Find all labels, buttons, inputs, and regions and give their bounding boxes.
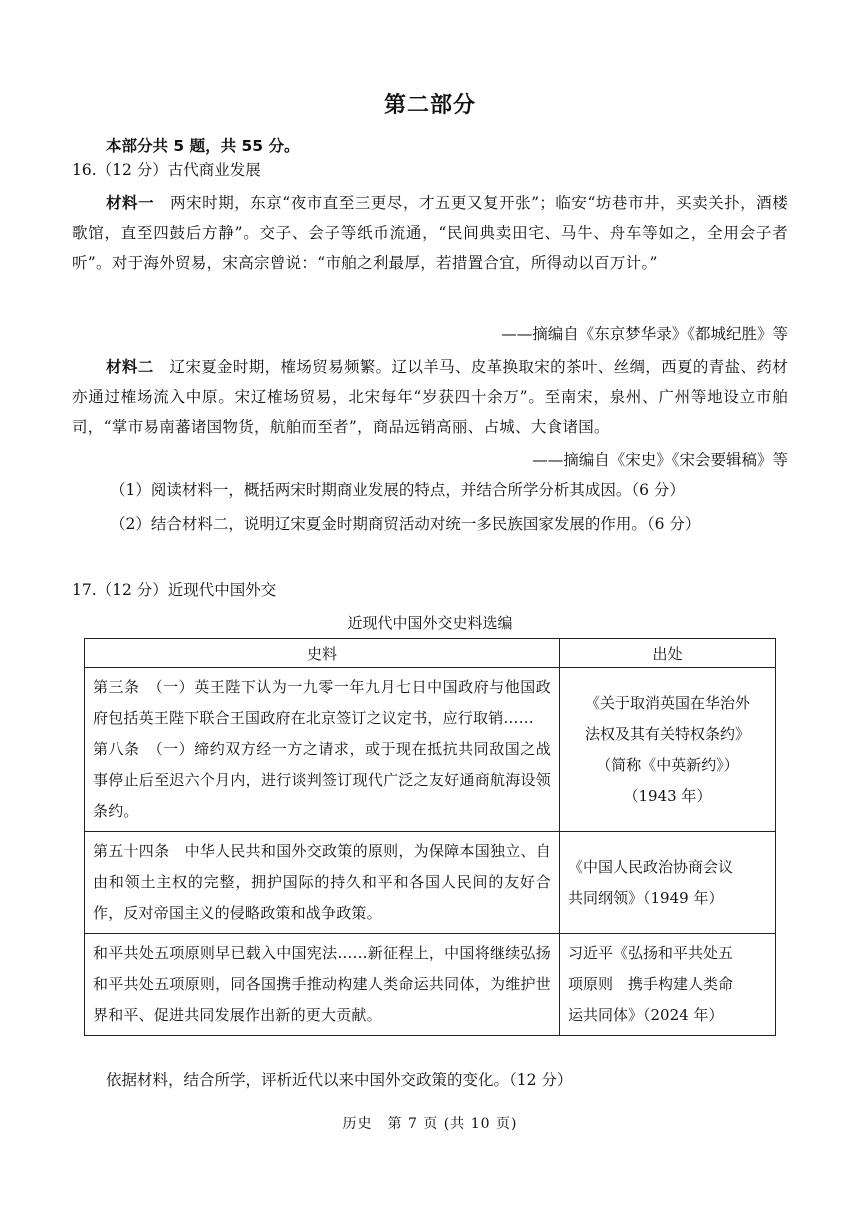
source-line: 《关于取消英国在华治外 [584, 693, 750, 712]
material-1-label: 材料一 [106, 194, 155, 212]
material-cell [85, 668, 560, 832]
article-54: 第五十四条 中华人民共和国外交政策的原则，为保障本国独立、自由和领土主权的完整，拥护国际的持久和平和各国人民间的友好合作，反对帝国主义的侵略政策和战争政策。 [93, 842, 551, 922]
q16-material-2 [72, 352, 788, 442]
material-cell [85, 832, 560, 934]
source-cell [560, 668, 776, 832]
table-header-row [85, 639, 776, 668]
source-line: 运共同体》（2024 年） [568, 1006, 724, 1024]
article-3: 第三条 （一）英王陛下认为一九零一年九月七日中国政府与他国政府包括英王陛下联合王国政府在北京签订之议定书，应行取销…… [93, 678, 551, 727]
section-intro: 本部分共 5 题，共 55 分。 [106, 137, 300, 155]
q16-subquestion-1: （1）阅读材料一，概括两宋时期商业发展的特点，并结合所学分析其成因。（6 分） [110, 481, 685, 499]
part-title: 第二部分 [383, 93, 476, 118]
page-footer: 历史 第 7 页 (共 10 页) [342, 1116, 518, 1132]
source-cell [560, 934, 776, 1036]
source-line: （1943 年） [623, 786, 712, 805]
q17-heading: 17.（12 分）近现代中国外交 [72, 581, 277, 599]
source-line: 法权及其有关特权条约》 [584, 724, 750, 743]
material-2-label: 材料二 [106, 358, 154, 376]
table-row [85, 934, 776, 1036]
q16-material-1 [72, 188, 788, 278]
table-row [85, 832, 776, 934]
q16-heading: 16.（12 分）古代商业发展 [72, 161, 261, 179]
source-line: 习近平《弘扬和平共处五 [568, 944, 734, 962]
source-line: 项原则 携手构建人类命 [568, 975, 734, 993]
speech-excerpt: 和平共处五项原则早已载入中国宪法……新征程上，中国将继续弘扬和平共处五项原则，同各国携手推动构建人类命运共同体，为维护世界和平、促进共同发展作出新的更大贡献。 [93, 944, 551, 1024]
q17-question: 依据材料，结合所学，评析近代以来中国外交政策的变化。（12 分） [106, 1071, 573, 1089]
table-row [85, 668, 776, 832]
material-2-source: ——摘编自《宋史》《宋会要辑稿》等 [532, 451, 788, 469]
header-material: 史料 [85, 639, 560, 668]
table-title: 近现代中国外交史料选编 [347, 614, 513, 632]
source-line: 共同纲领》（1949 年） [568, 888, 724, 907]
article-8: 第八条 （一）缔约双方经一方之请求，或于现在抵抗共同敌国之战事停止后至迟六个月内，进行谈判签订现代广泛之友好通商航海设领条约。 [93, 740, 551, 820]
material-1-source: ——摘编自《东京梦华录》《都城纪胜》等 [501, 325, 788, 343]
source-line: 《中国人民政治协商会议 [568, 857, 734, 876]
source-table [84, 638, 776, 1036]
material-1-text: 两宋时期，东京“夜市直至三更尽，才五更又复开张”；临安“坊巷市井，买卖关扑，酒楼歌馆，直至四鼓后方静”。交子、会子等纸币流通，“民间典卖田宅、马牛、舟车等如之，全用会子者听”。对于海外贸易，宋高宗曾说：“市舶之利最厚，若措置合宜，所得动以百万计。” [72, 194, 788, 272]
source-line: （简称《中英新约》） [596, 755, 739, 774]
material-2-text: 辽宋夏金时期，榷场贸易频繁。辽以羊马、皮革换取宋的茶叶、丝绸，西夏的青盐、药材亦通过榷场流入中原。宋辽榷场贸易，北宋每年“岁获四十余万”。至南宋，泉州、广州等地设立市舶司，“掌市易南蕃诸国物货，航舶而至者”，商品远销高丽、占城、大食诸国。 [72, 358, 789, 436]
material-cell [85, 934, 560, 1036]
q16-subquestion-2: （2）结合材料二，说明辽宋夏金时期商贸活动对统一多民族国家发展的作用。（6 分） [110, 515, 701, 533]
source-cell [560, 832, 776, 934]
header-source: 出处 [560, 639, 776, 668]
